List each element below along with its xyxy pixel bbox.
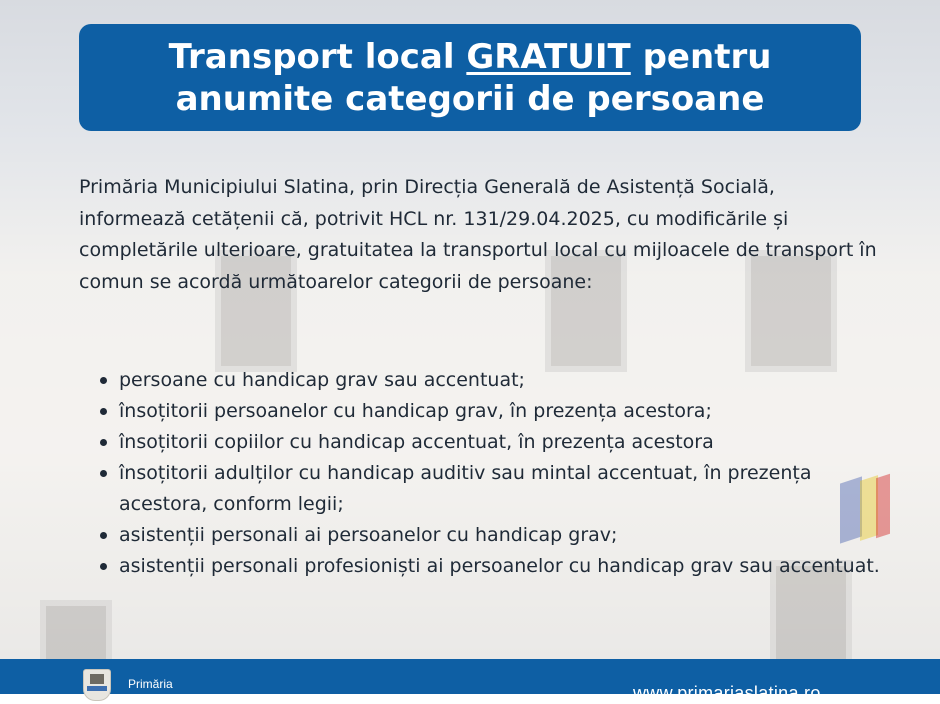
intro-paragraph: Primăria Municipiului Slatina, prin Direcția Generală de Asistență Socială, informează cetățenii că, potrivit HCL nr. 131/29.04.2025, cu modificările și completările ulterioare, gratuitatea la transportul local cu mijloacele de transport în comun se acordă următoarelor categorii de persoane: xyxy=(79,176,877,293)
footer-org-name: Primăria xyxy=(128,677,173,691)
bullet-icon xyxy=(100,532,107,539)
bullet-icon xyxy=(100,470,107,477)
list-item xyxy=(79,396,899,427)
list-item-text: asistenții personali profesioniști ai persoanelor cu handicap grav sau accentuat. xyxy=(119,555,880,577)
list-item-text: însoțitorii adulților cu handicap auditiv sau mintal accentuat, în prezența acestora, conform legii; xyxy=(119,462,812,515)
list-item-text: asistenții personali ai persoanelor cu handicap grav; xyxy=(119,524,618,546)
list-item xyxy=(79,551,899,582)
list-item xyxy=(79,365,899,396)
title-emphasis: GRATUIT xyxy=(466,36,631,77)
list-item xyxy=(79,458,899,520)
bullet-icon xyxy=(100,439,107,446)
eligibility-list xyxy=(79,365,899,582)
title-text: Transport local xyxy=(168,36,467,77)
title-line-1 xyxy=(169,36,772,78)
list-item-text: însoțitorii copiilor cu handicap accentuat, în prezența acestora xyxy=(119,431,714,453)
city-crest-icon xyxy=(83,669,111,701)
title-line-2: anumite categorii de persoane xyxy=(175,78,765,119)
footer-bar xyxy=(0,659,940,703)
list-item-text: însoțitorii persoanelor cu handicap grav, în prezența acestora; xyxy=(119,400,712,422)
bullet-icon xyxy=(100,377,107,384)
list-item xyxy=(79,427,899,458)
list-item-text: persoane cu handicap grav sau accentuat; xyxy=(119,369,525,391)
list-item xyxy=(79,520,899,551)
bullet-icon xyxy=(100,563,107,570)
bullet-icon xyxy=(100,408,107,415)
footer-website-link[interactable]: www.primariaslatina.ro xyxy=(633,683,821,703)
title-text: pentru xyxy=(630,36,772,77)
title-banner xyxy=(79,24,861,131)
